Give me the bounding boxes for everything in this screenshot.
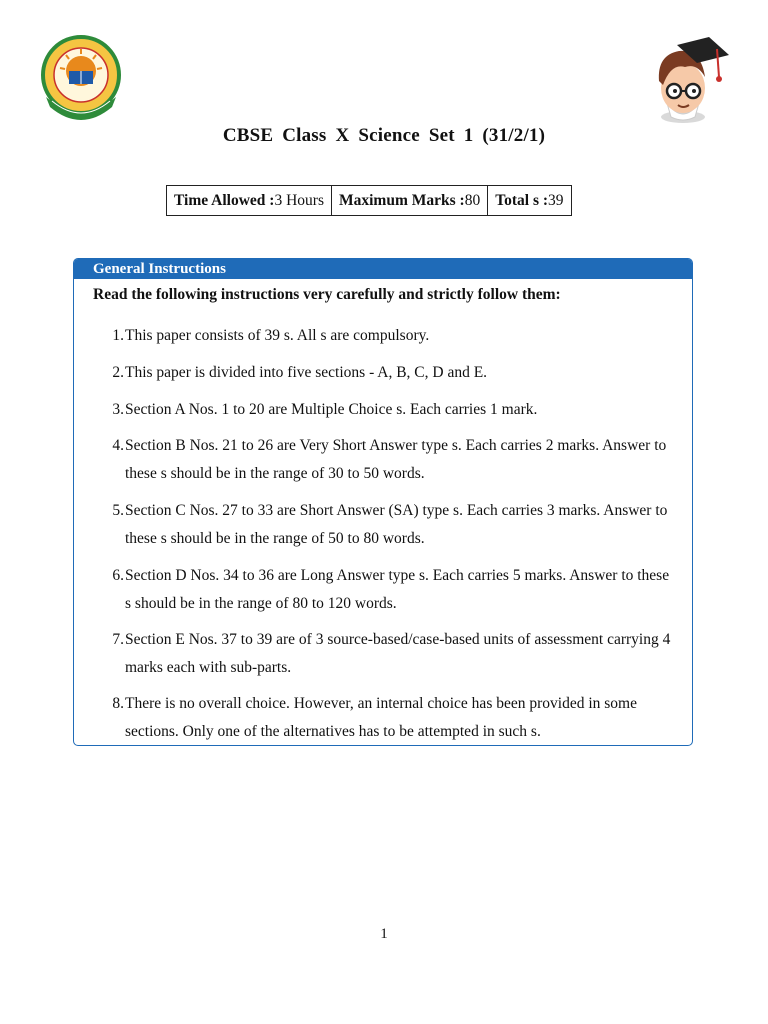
exam-meta-table xyxy=(166,185,572,216)
maximum-marks-label: Maximum Marks : xyxy=(338,191,465,209)
maximum-marks-cell xyxy=(332,186,488,215)
item-text: This paper consists of 39 s. All s are compulsory. xyxy=(125,327,430,344)
item-number: 4. xyxy=(112,437,124,454)
item-number: 7. xyxy=(112,631,124,648)
item-text: Section B Nos. 21 to 26 are Very Short Answer type s. Each carries 2 marks. Answer to these s should be in the range of 30 to 50 words. xyxy=(125,437,667,482)
item-text: There is no overall choice. However, an internal choice has been provided in some sections. Only one of the alternatives has to be attempted in such s. xyxy=(125,695,637,740)
item-text: Section C Nos. 27 to 33 are Short Answer (SA) type s. Each carries 3 marks. Answer to these s should be in the range of 50 to 80 words. xyxy=(125,502,668,547)
item-number: 2. xyxy=(112,364,124,381)
item-number: 3. xyxy=(112,401,124,418)
instructions-heading: General Instructions xyxy=(74,259,692,279)
item-number: 6. xyxy=(112,567,124,584)
item-text: Section D Nos. 34 to 36 are Long Answer type s. Each carries 5 marks. Answer to these s should be in the range of 80 to 120 words. xyxy=(125,567,670,612)
student-avatar-icon xyxy=(645,33,729,125)
item-text: Section E Nos. 37 to 39 are of 3 source-based/case-based units of assessment carrying 4 marks each with sub-parts. xyxy=(125,631,671,676)
total-value: 39 xyxy=(548,191,564,209)
page-title: CBSE Class X Science Set 1 (31/2/1) xyxy=(222,125,546,146)
time-allowed-value: 3 Hours xyxy=(274,191,324,209)
time-allowed-cell xyxy=(167,186,332,215)
total-cell xyxy=(488,186,570,215)
item-text: Section A Nos. 1 to 20 are Multiple Choice s. Each carries 1 mark. xyxy=(125,401,538,418)
item-text: This paper is divided into five sections - A, B, C, D and E. xyxy=(125,364,488,381)
instructions-lead: Read the following instructions very carefully and strictly follow them: xyxy=(93,286,561,303)
item-number: 8. xyxy=(112,695,124,712)
cbse-seal-icon xyxy=(38,35,124,121)
item-number: 1. xyxy=(112,327,124,344)
time-allowed-label: Time Allowed : xyxy=(174,191,275,209)
maximum-marks-value: 80 xyxy=(464,191,481,209)
page-number: 1 xyxy=(380,926,388,942)
total-label: Total s : xyxy=(495,191,549,209)
general-instructions-box xyxy=(73,258,693,746)
item-number: 5. xyxy=(112,502,124,519)
